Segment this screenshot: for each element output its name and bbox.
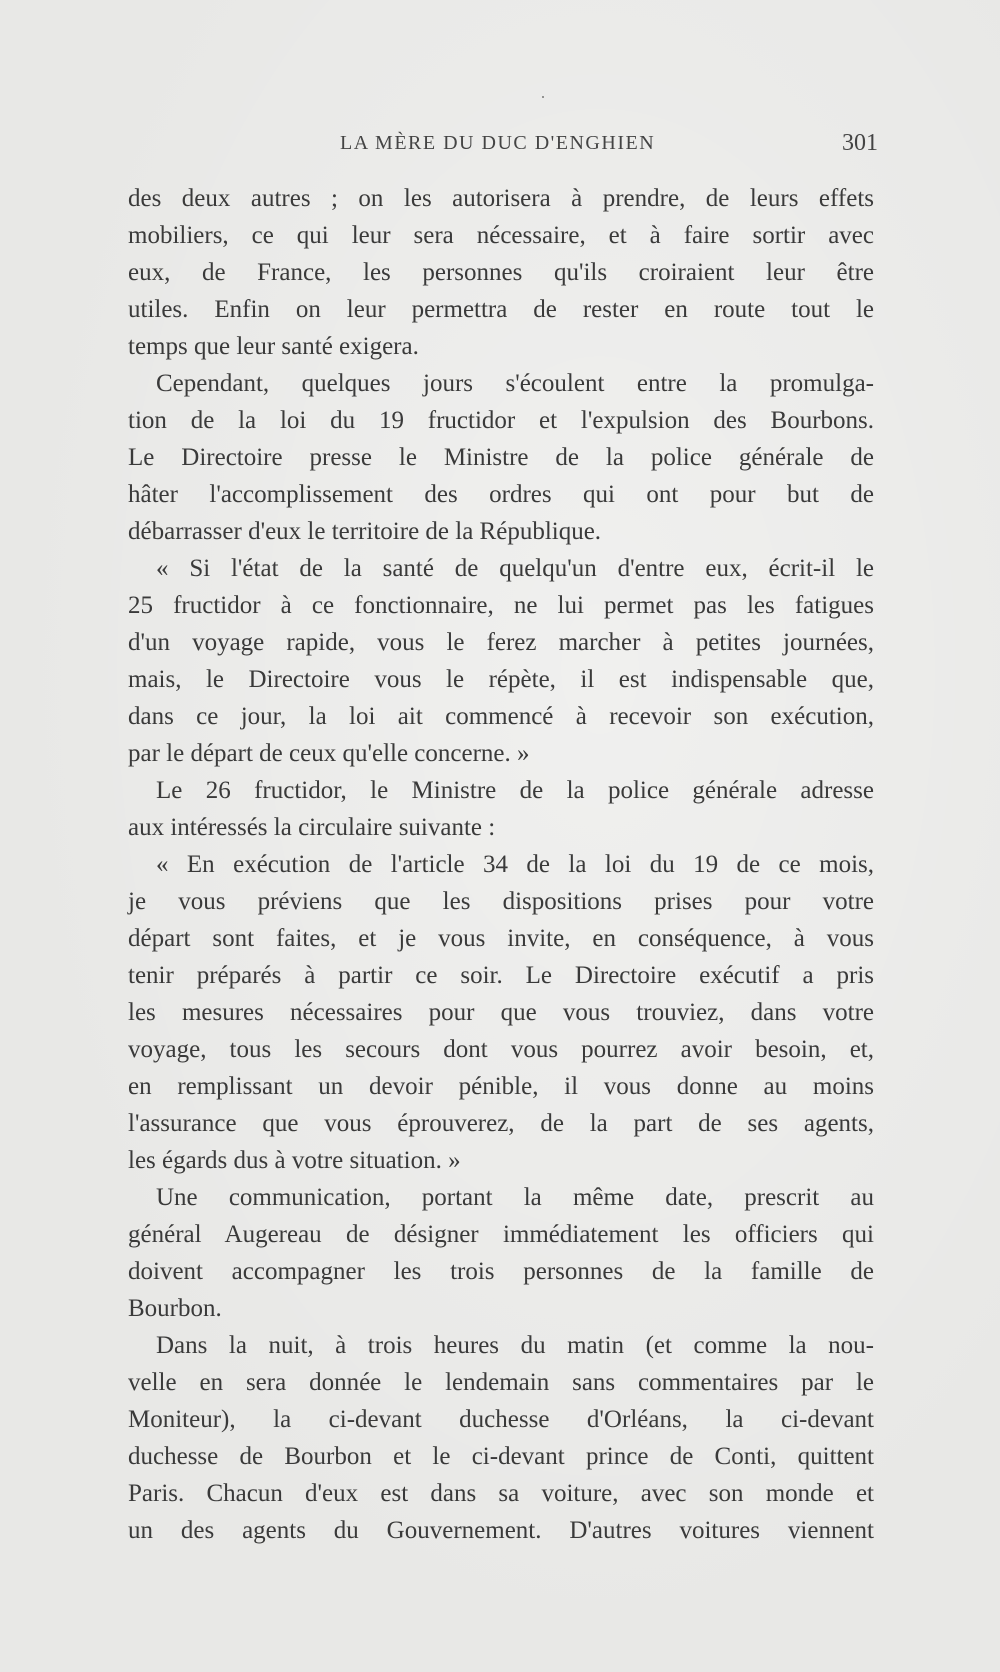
text-line: général Augereau de désigner immédiatement les officiers qui (128, 1221, 874, 1248)
text-line: tion de la loi du 19 fructidor et l'expulsion des Bourbons. (128, 407, 874, 434)
running-title: LA MÈRE DU DUC D'ENGHIEN (340, 132, 656, 154)
print-speck (542, 96, 544, 98)
text-line: Le Directoire presse le Ministre de la police générale de (128, 444, 874, 471)
page-number: 301 (842, 130, 878, 156)
text-line: aux intéressés la circulaire suivante : (128, 814, 496, 841)
text-line: Une communication, portant la même date, prescrit au (156, 1184, 874, 1211)
text-line: eux, de France, les personnes qu'ils croiraient leur être (128, 259, 874, 286)
text-line: doivent accompagner les trois personnes de la famille de (128, 1258, 874, 1285)
text-line: je vous préviens que les dispositions prises pour votre (128, 888, 874, 915)
text-line: l'assurance que vous éprouverez, de la part de ses agents, (128, 1110, 874, 1137)
text-line: Moniteur), la ci-devant duchesse d'Orléans, la ci-devant (128, 1406, 874, 1433)
text-line: tenir préparés à partir ce soir. Le Directoire exécutif a pris (128, 962, 874, 989)
text-line: « En exécution de l'article 34 de la loi du 19 de ce mois, (156, 851, 874, 878)
text-line: en remplissant un devoir pénible, il vous donne au moins (128, 1073, 874, 1100)
text-line: Bourbon. (128, 1295, 222, 1322)
text-line: les égards dus à votre situation. » (128, 1147, 461, 1174)
running-head (128, 128, 878, 168)
text-line: d'un voyage rapide, vous le ferez marcher à petites journées, (128, 629, 874, 656)
text-line: voyage, tous les secours dont vous pourrez avoir besoin, et, (128, 1036, 874, 1063)
body-text (128, 180, 874, 1549)
text-line: temps que leur santé exigera. (128, 333, 419, 360)
text-line: velle en sera donnée le lendemain sans commentaires par le (128, 1369, 874, 1396)
text-line: un des agents du Gouvernement. D'autres voitures viennent (128, 1517, 874, 1544)
text-line: Paris. Chacun d'eux est dans sa voiture, avec son monde et (128, 1480, 874, 1507)
text-line: Cependant, quelques jours s'écoulent entre la promulga- (156, 370, 874, 397)
text-line: 25 fructidor à ce fonctionnaire, ne lui permet pas les fatigues (128, 592, 874, 619)
text-line: par le départ de ceux qu'elle concerne. » (128, 740, 530, 767)
text-line: dans ce jour, la loi ait commencé à recevoir son exécution, (128, 703, 874, 730)
text-line: des deux autres ; on les autorisera à prendre, de leurs effets (128, 185, 874, 212)
text-line: utiles. Enfin on leur permettra de rester en route tout le (128, 296, 874, 323)
text-line: Le 26 fructidor, le Ministre de la police générale adresse (156, 777, 874, 804)
text-line: les mesures nécessaires pour que vous trouviez, dans votre (128, 999, 874, 1026)
text-line: hâter l'accomplissement des ordres qui ont pour but de (128, 481, 874, 508)
text-line: duchesse de Bourbon et le ci-devant prince de Conti, quittent (128, 1443, 874, 1470)
text-line: départ sont faites, et je vous invite, en conséquence, à vous (128, 925, 874, 952)
text-line: mobiliers, ce qui leur sera nécessaire, et à faire sortir avec (128, 222, 874, 249)
text-line: mais, le Directoire vous le répète, il est indispensable que, (128, 666, 874, 693)
text-line: débarrasser d'eux le territoire de la République. (128, 518, 602, 545)
text-line: « Si l'état de la santé de quelqu'un d'entre eux, écrit-il le (156, 555, 874, 582)
text-line: Dans la nuit, à trois heures du matin (et comme la nou- (156, 1332, 874, 1359)
